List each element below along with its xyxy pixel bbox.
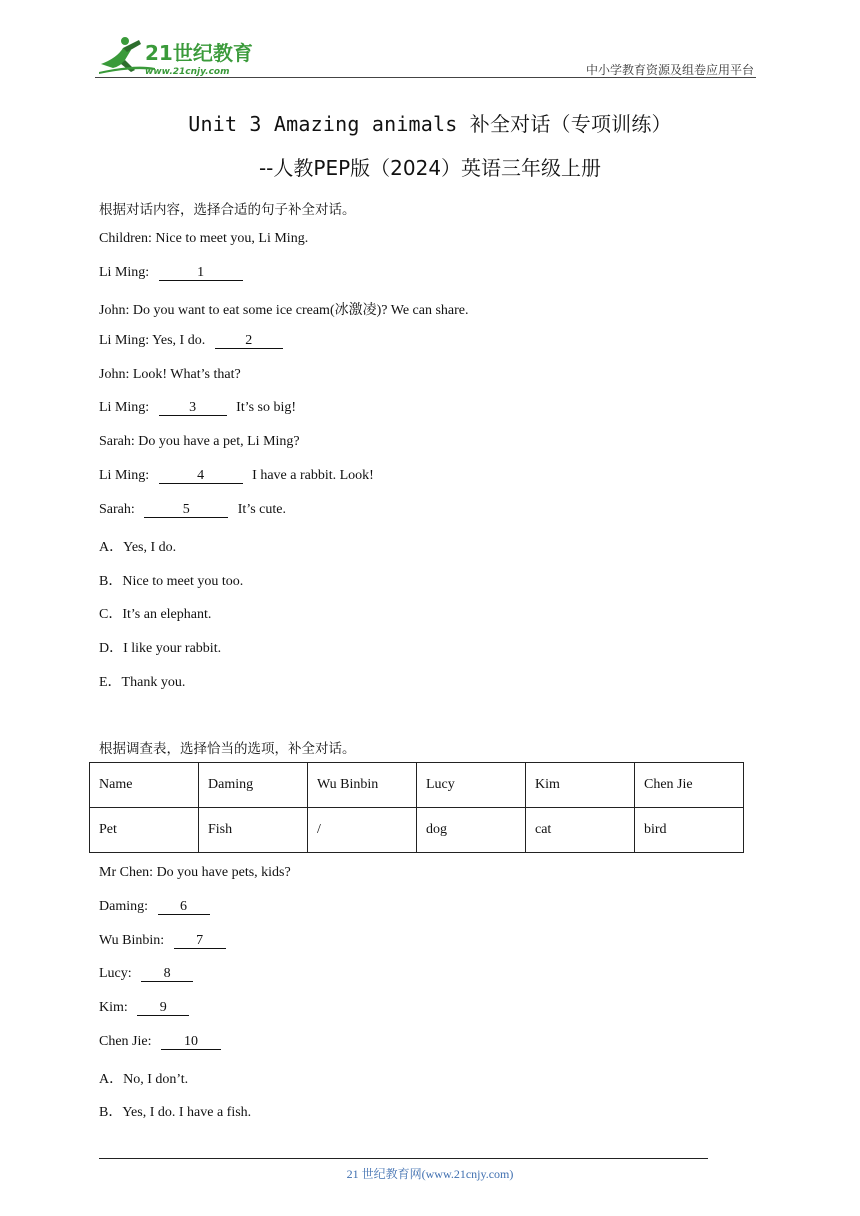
section1-instruction: 根据对话内容，选择合适的句子补全对话。 [99, 202, 356, 218]
answer-blank[interactable]: 7 [174, 933, 226, 949]
footer-divider [99, 1158, 708, 1159]
dialogue-line: John: Do you want to eat some ice cream(冰激凌)? We can share. [99, 303, 469, 318]
option-d: D．I like your rabbit. [99, 641, 222, 656]
answer-blank[interactable]: 9 [137, 1000, 189, 1016]
dialogue-line: Mr Chen: Do you have pets, kids? [99, 865, 291, 880]
table-row [90, 808, 744, 853]
table-cell: Name [90, 763, 199, 808]
table-cell: Daming [199, 763, 308, 808]
option-c: C．It’s an elephant. [99, 607, 212, 622]
page-subtitle: --人教PEP版（2024）英语三年级上册 [258, 156, 602, 180]
svg-text:www.21cnjy.com: www.21cnjy.com [145, 67, 230, 77]
option-a: A．Yes, I do. [99, 540, 177, 555]
table-cell: Kim [526, 763, 635, 808]
option-b: B．Nice to meet you too. [99, 574, 244, 589]
option-b: B．Yes, I do. I have a fish. [99, 1105, 252, 1120]
header-divider [95, 77, 756, 78]
dialogue-line: Lucy: 8 [99, 966, 199, 982]
dialogue-line: Li Ming: 4 I have a rabbit. Look! [99, 468, 374, 483]
table-cell: Chen Jie [635, 763, 744, 808]
dialogue-line: Children: Nice to meet you, Li Ming. [99, 231, 309, 246]
dialogue-line: Li Ming: Yes, I do. 2 [99, 333, 289, 349]
table-cell: / [308, 808, 417, 853]
answer-blank[interactable]: 3 [159, 400, 227, 416]
table-cell: bird [635, 808, 744, 853]
option-a: A．No, I don’t. [99, 1072, 189, 1087]
footer-text[interactable]: 21 世纪教育网(www.21cnjy.com) [346, 1167, 514, 1181]
table-cell: Fish [199, 808, 308, 853]
option-e: E．Thank you. [99, 675, 186, 690]
table-cell: dog [417, 808, 526, 853]
table-row [90, 763, 744, 808]
answer-blank[interactable]: 10 [161, 1034, 221, 1050]
answer-blank[interactable]: 8 [141, 966, 193, 982]
answer-blank[interactable]: 4 [159, 468, 243, 484]
site-logo [95, 34, 260, 78]
answer-blank[interactable]: 1 [159, 265, 243, 281]
header-platform-text: 中小学教育资源及组卷应用平台 [585, 63, 754, 77]
dialogue-line: Wu Binbin: 7 [99, 933, 232, 949]
dialogue-line: John: Look! What’s that? [99, 367, 241, 382]
dialogue-line: Li Ming: 3 It’s so big! [99, 400, 297, 415]
table-cell: cat [526, 808, 635, 853]
answer-blank[interactable]: 5 [144, 502, 228, 518]
table-cell: Wu Binbin [308, 763, 417, 808]
dialogue-line: Sarah: 5 It’s cute. [99, 502, 286, 517]
svg-text:21世纪教育: 21世纪教育 [145, 41, 253, 65]
section2-instruction: 根据调查表，选择恰当的选项，补全对话。 [99, 741, 356, 757]
table-cell: Pet [90, 808, 199, 853]
survey-table [89, 762, 744, 853]
answer-blank[interactable]: 6 [158, 899, 210, 915]
answer-blank[interactable]: 2 [215, 333, 283, 349]
dialogue-line: Kim: 9 [99, 1000, 195, 1016]
runner-logo-icon [95, 34, 260, 78]
page-title: Unit 3 Amazing animals 补全对话（专项训练） [188, 112, 672, 136]
dialogue-line: Li Ming: 1 [99, 265, 249, 281]
table-cell: Lucy [417, 763, 526, 808]
dialogue-line: Chen Jie: 10 [99, 1034, 227, 1050]
dialogue-line: Sarah: Do you have a pet, Li Ming? [99, 434, 300, 449]
dialogue-line: Daming: 6 [99, 899, 216, 915]
